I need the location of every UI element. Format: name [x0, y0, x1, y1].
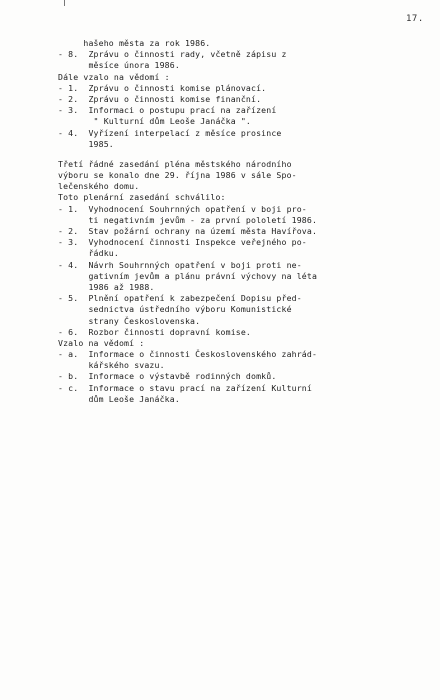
text-line: - 6. Rozbor činnosti dopravní komise.	[58, 326, 252, 337]
text-line: - 4. Vyřízení interpelací z měsíce prosince	[58, 127, 282, 138]
text-line: ti negativním jevům - za první pololetí 1986.	[58, 214, 318, 225]
text-line: Třetí řádné zasedání pléna městského národního	[58, 158, 292, 169]
text-line: - 4. Návrh Souhrnných opatření v boji proti ne-	[58, 259, 302, 270]
text-line: 1985.	[58, 138, 114, 149]
page-number: 17.	[406, 14, 424, 24]
text-line: kářského svazu.	[58, 360, 165, 371]
text-line: - 2. Stav požární ochrany na území města Havířova.	[58, 226, 318, 236]
text-line	[58, 150, 418, 159]
text-line: - 5. Plnění opatření k zabezpečení Dopisu před-	[58, 293, 302, 304]
text-line: - 8. Zprávu o činnosti rady, včetně zápisu z	[58, 49, 287, 60]
text-line: sednictva ústředního výboru Komunistické	[58, 304, 292, 315]
text-line: - c. Informace o stavu prací na zařízení Kulturní	[58, 382, 312, 393]
text-line: řádku.	[58, 248, 119, 259]
document-text-block	[58, 38, 418, 405]
text-line: dům Leoše Janáčka.	[58, 393, 180, 404]
text-line: - 2. Zprávu o činnosti komise finanční.	[58, 93, 262, 104]
text-line: 1986 až 1988.	[58, 281, 155, 292]
text-line: - 3. Informaci o postupu prací na zařízení	[58, 105, 277, 116]
text-line: " Kulturní dům Leoše Janáčka ".	[58, 116, 252, 127]
text-line: Vzalo na vědomí :	[58, 337, 145, 348]
text-line: - 3. Vyhodnocení činnosti Inspekce veřejného po-	[58, 237, 307, 248]
text-line: hašeho města za rok 1986.	[58, 38, 211, 48]
text-line: Toto plenární zasedání schválilo:	[58, 192, 226, 203]
text-line: - b. Informace o výstavbě rodinných domků.	[58, 371, 277, 382]
text-line: Dále vzalo na vědomí :	[58, 71, 170, 82]
text-line: - a. Informace o činnosti Československého zahrád-	[58, 349, 318, 360]
text-line: gativním jevům a plánu právní výchovy na léta	[58, 270, 318, 281]
text-line: měsíce února 1986.	[58, 60, 180, 71]
text-line: lečenského domu.	[58, 181, 140, 192]
text-line: - 1. Zprávu o činnosti komise plánovací.	[58, 82, 267, 93]
text-line: výboru se konalo dne 29. října 1986 v sále Spo-	[58, 170, 297, 181]
scan-edge-mark	[64, 0, 65, 6]
text-line: strany Československa.	[58, 315, 201, 326]
text-line: - 1. Vyhodnocení Souhrnných opatření v boji pro-	[58, 203, 307, 214]
